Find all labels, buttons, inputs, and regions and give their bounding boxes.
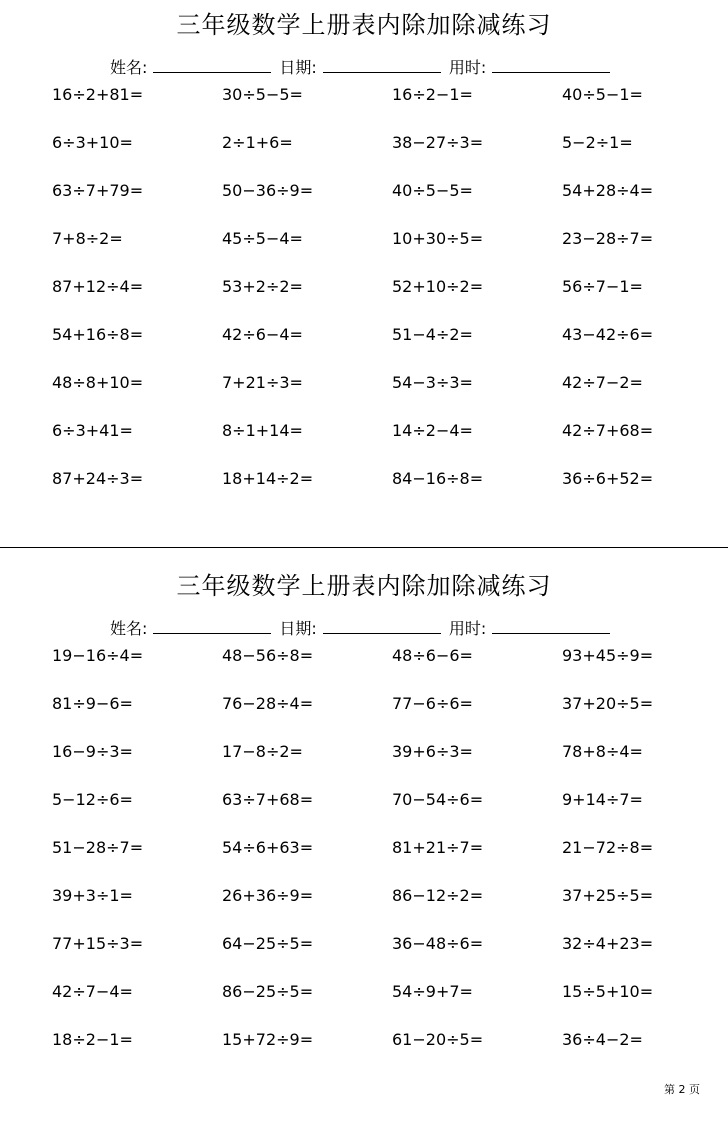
math-problem: 16−9÷3= — [52, 742, 133, 761]
math-problem: 37+25÷5= — [562, 886, 654, 905]
math-problem: 37+20÷5= — [562, 694, 654, 713]
problem-row — [52, 837, 728, 885]
problem-row — [52, 1029, 728, 1077]
time-blank — [492, 617, 610, 634]
math-problem: 42÷7−4= — [52, 982, 133, 1001]
math-problem: 87+24÷3= — [52, 469, 144, 488]
math-problem: 6÷3+41= — [52, 421, 133, 440]
math-problem: 19−16÷4= — [52, 646, 144, 665]
problem-row — [52, 132, 728, 180]
math-problem: 39+3÷1= — [52, 886, 133, 905]
student-info-line — [110, 56, 618, 79]
problem-row — [52, 885, 728, 933]
math-problem: 51−28÷7= — [52, 838, 144, 857]
math-problem: 21−72÷8= — [562, 838, 654, 857]
math-problem: 18÷2−1= — [52, 1030, 133, 1049]
math-problem: 48÷8+10= — [52, 373, 144, 392]
math-problem: 7+21÷3= — [222, 373, 303, 392]
name-blank — [153, 617, 271, 634]
math-problem: 7+8÷2= — [52, 229, 123, 248]
math-problem: 16÷2+81= — [52, 85, 144, 104]
math-problem: 14÷2−4= — [392, 421, 473, 440]
math-problem: 77−6÷6= — [392, 694, 473, 713]
math-problem: 42÷6−4= — [222, 325, 303, 344]
problem-row — [52, 324, 728, 372]
math-problem: 84−16÷8= — [392, 469, 484, 488]
problem-row — [52, 372, 728, 420]
name-label: 姓名: — [110, 619, 148, 638]
math-problem: 81+21÷7= — [392, 838, 484, 857]
date-blank — [323, 617, 441, 634]
problem-row — [52, 981, 728, 1029]
date-label: 日期: — [279, 58, 317, 77]
math-problem: 56÷7−1= — [562, 277, 643, 296]
math-problem: 16÷2−1= — [392, 85, 473, 104]
problem-row — [52, 228, 728, 276]
math-problem: 42÷7+68= — [562, 421, 654, 440]
math-problem: 8÷1+14= — [222, 421, 303, 440]
math-problem: 53+2÷2= — [222, 277, 303, 296]
math-problem: 15+72÷9= — [222, 1030, 314, 1049]
math-problem: 54+28÷4= — [562, 181, 654, 200]
math-problem: 48−56÷8= — [222, 646, 314, 665]
problem-row — [52, 276, 728, 324]
worksheet-title: 三年级数学上册表内除加除减练习 — [176, 572, 552, 600]
problem-row — [52, 741, 728, 789]
math-problem: 54÷6+63= — [222, 838, 314, 857]
problem-grid — [52, 84, 728, 516]
math-problem: 86−12÷2= — [392, 886, 484, 905]
math-problem: 63÷7+79= — [52, 181, 144, 200]
math-problem: 32÷4+23= — [562, 934, 654, 953]
math-problem: 2÷1+6= — [222, 133, 293, 152]
math-problem: 93+45÷9= — [562, 646, 654, 665]
problem-row — [52, 933, 728, 981]
math-problem: 43−42÷6= — [562, 325, 654, 344]
math-problem: 63÷7+68= — [222, 790, 314, 809]
math-problem: 30÷5−5= — [222, 85, 303, 104]
math-problem: 76−28÷4= — [222, 694, 314, 713]
math-problem: 18+14÷2= — [222, 469, 314, 488]
math-problem: 50−36÷9= — [222, 181, 314, 200]
problem-row — [52, 468, 728, 516]
math-problem: 26+36÷9= — [222, 886, 314, 905]
math-problem: 45÷5−4= — [222, 229, 303, 248]
math-problem: 23−28÷7= — [562, 229, 654, 248]
math-problem: 81÷9−6= — [52, 694, 133, 713]
name-blank — [153, 56, 271, 73]
problem-row — [52, 84, 728, 132]
math-problem: 42÷7−2= — [562, 373, 643, 392]
name-label: 姓名: — [110, 58, 148, 77]
problem-grid — [52, 645, 728, 1077]
math-problem: 51−4÷2= — [392, 325, 473, 344]
math-problem: 39+6÷3= — [392, 742, 473, 761]
math-problem: 40÷5−1= — [562, 85, 643, 104]
math-problem: 64−25÷5= — [222, 934, 314, 953]
math-problem: 70−54÷6= — [392, 790, 484, 809]
math-problem: 48÷6−6= — [392, 646, 473, 665]
date-label: 日期: — [279, 619, 317, 638]
page-divider — [0, 547, 728, 548]
problem-row — [52, 645, 728, 693]
problem-row — [52, 420, 728, 468]
page-number: 第 2 页 — [664, 1083, 700, 1096]
problem-row — [52, 693, 728, 741]
time-label: 用时: — [448, 58, 487, 77]
math-problem: 6÷3+10= — [52, 133, 133, 152]
math-problem: 10+30÷5= — [392, 229, 484, 248]
math-problem: 38−27÷3= — [392, 133, 484, 152]
math-problem: 61−20÷5= — [392, 1030, 484, 1049]
problem-row — [52, 180, 728, 228]
math-problem: 40÷5−5= — [392, 181, 473, 200]
math-problem: 87+12÷4= — [52, 277, 144, 296]
math-problem: 5−12÷6= — [52, 790, 133, 809]
math-problem: 52+10÷2= — [392, 277, 484, 296]
student-info-line — [110, 617, 618, 640]
math-problem: 54−3÷3= — [392, 373, 473, 392]
math-problem: 78+8÷4= — [562, 742, 643, 761]
worksheet-title: 三年级数学上册表内除加除减练习 — [176, 11, 552, 39]
math-problem: 36−48÷6= — [392, 934, 484, 953]
time-label: 用时: — [448, 619, 487, 638]
math-problem: 15÷5+10= — [562, 982, 654, 1001]
math-problem: 54+16÷8= — [52, 325, 144, 344]
math-problem: 9+14÷7= — [562, 790, 643, 809]
math-problem: 54÷9+7= — [392, 982, 473, 1001]
date-blank — [323, 56, 441, 73]
math-problem: 5−2÷1= — [562, 133, 633, 152]
math-problem: 36÷4−2= — [562, 1030, 643, 1049]
math-problem: 86−25÷5= — [222, 982, 314, 1001]
time-blank — [492, 56, 610, 73]
math-problem: 77+15÷3= — [52, 934, 144, 953]
math-problem: 36÷6+52= — [562, 469, 654, 488]
math-problem: 17−8÷2= — [222, 742, 303, 761]
problem-row — [52, 789, 728, 837]
